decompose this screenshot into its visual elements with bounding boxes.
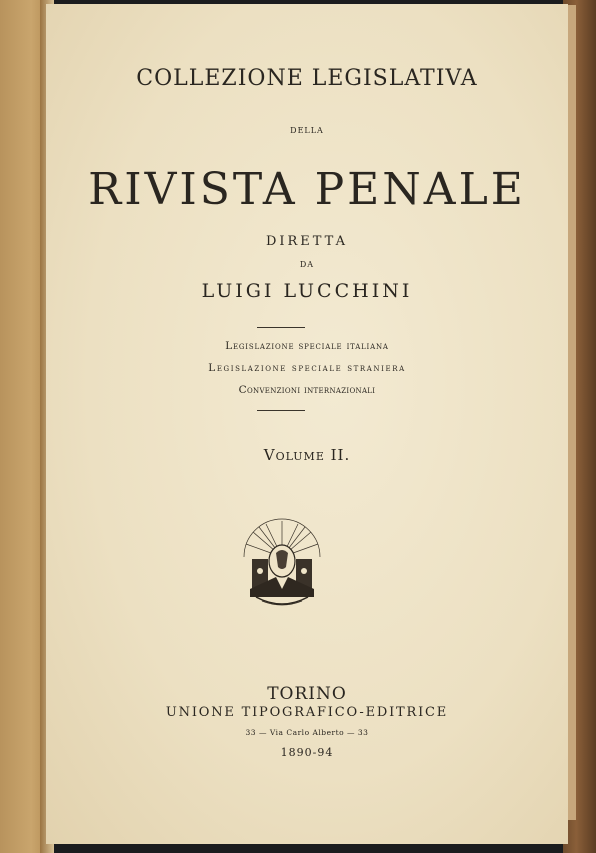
contents-item: Legislazione speciale straniera <box>208 362 406 374</box>
printer-mark-emblem-icon <box>236 517 328 613</box>
della-label: DELLA <box>290 126 324 135</box>
main-title: RIVISTA PENALE <box>88 164 526 215</box>
contents-item: Legislazione speciale italiana <box>225 340 389 352</box>
da-label: DA <box>299 260 315 269</box>
publisher-address: 33 — Via Carlo Alberto — 33 <box>245 728 369 737</box>
divider-top <box>257 327 305 328</box>
divider-bottom <box>257 410 305 411</box>
title-page <box>46 4 568 844</box>
editor-name: LUIGI LUCCHINI <box>201 280 413 302</box>
diretta-label: DIRETTA <box>265 234 349 249</box>
publication-years: 1890-94 <box>280 746 334 759</box>
volume-label: Volume II. <box>263 446 351 464</box>
publication-city: TORINO <box>267 684 347 704</box>
contents-item: Convenzioni internazionali <box>238 384 376 396</box>
publisher-name: UNIONE TIPOGRAFICO-EDITRICE <box>165 705 449 720</box>
series-title: COLLEZIONE LEGISLATIVA <box>136 66 478 91</box>
